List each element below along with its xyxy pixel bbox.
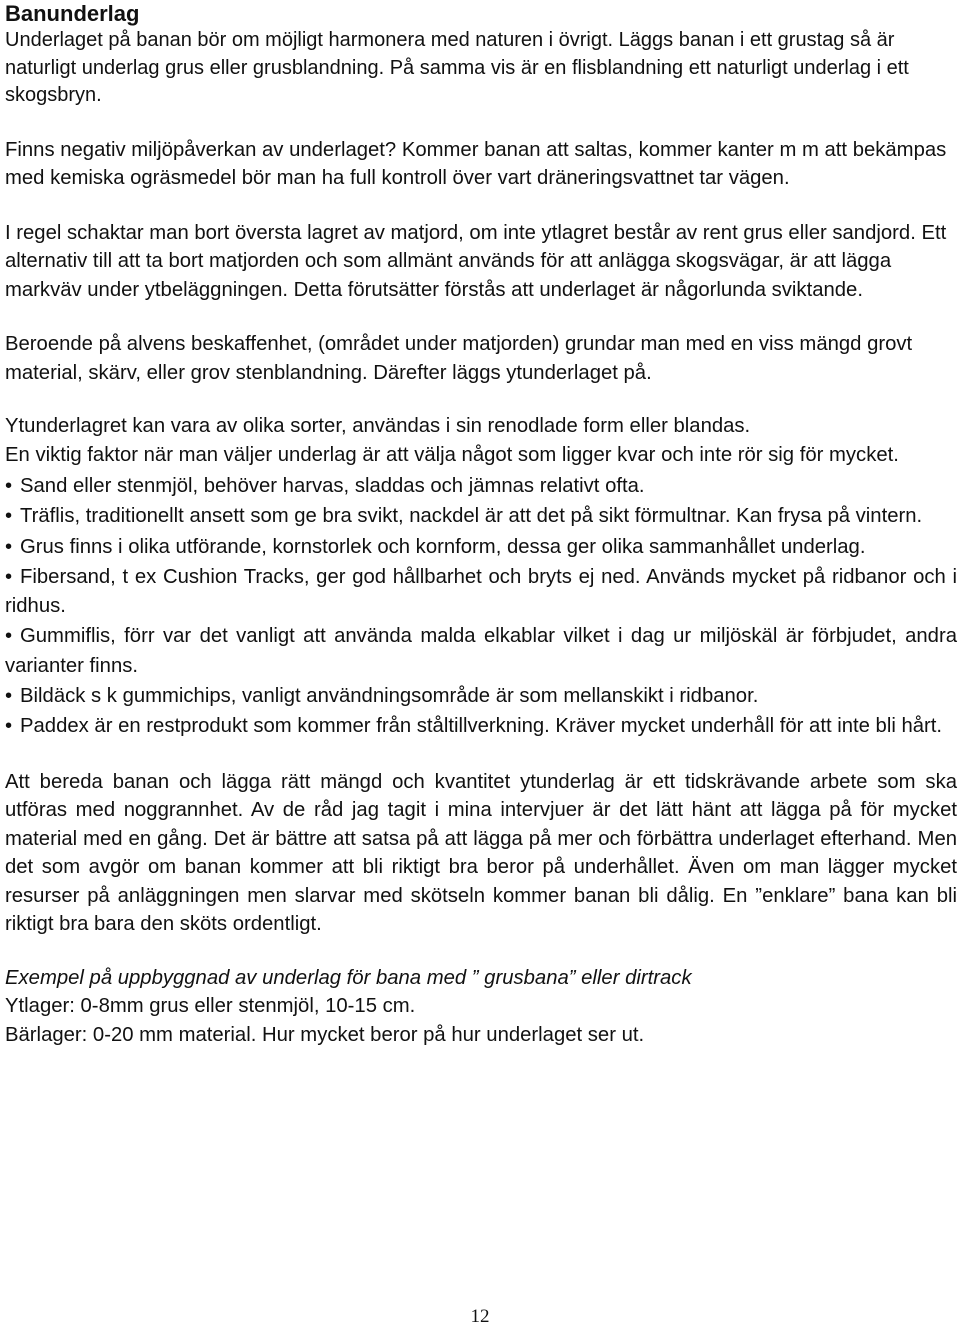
list-item bbox=[5, 622, 957, 681]
example-title: Exempel på uppbyggnad av underlag för bana med ” grusbana” eller dirtrack bbox=[5, 966, 692, 989]
example-block bbox=[5, 964, 957, 1050]
paragraph-ground-harmony: Underlaget på banan bör om möjligt harmonera med naturen i övrigt. Läggs banan i ett grustag så är naturligt underlag grus eller grusblandning. På samma vis är en flisblandning ett naturligt underlag i ett skogsbryn. bbox=[5, 29, 909, 106]
list-item bbox=[5, 563, 957, 622]
list-item-text: Gummiflis, förr var det vanligt att använda malda elkablar vilket i dag ur miljöskäl är förbjudet, andra varianter finns. bbox=[5, 625, 957, 677]
paragraph-topsoil-removal: I regel schaktar man bort översta lagret av matjord, om inte ytlagret består av rent grus eller sandjord. Ett alternativ till att ta bort matjorden och som allmänt används för att anlägga skogsvägar, är att lägga markväv under ytbeläggningen. Detta förutsätter förstås att underlaget är någorlunda sviktande. bbox=[5, 221, 947, 301]
surface-material-list bbox=[5, 472, 957, 742]
bullet-icon: • bbox=[5, 715, 13, 738]
list-item bbox=[5, 502, 957, 531]
page-number: 12 bbox=[470, 1306, 490, 1327]
example-base-layer: Bärlager: 0-20 mm material. Hur mycket beror på hur underlaget ser ut. bbox=[5, 1023, 645, 1046]
paragraph-important-factor: En viktig faktor när man väljer underlag är att välja något som ligger kvar och inte rör sig för mycket. bbox=[5, 443, 899, 466]
example-top-layer: Ytlager: 0-8mm grus eller stenmjöl, 10-15 cm. bbox=[5, 995, 416, 1018]
paragraph-surface-types: Ytunderlagret kan vara av olika sorter, användas i sin renodlade form eller blandas. bbox=[5, 415, 751, 437]
list-item-text: Bildäck s k gummichips, vanligt användningsområde är som mellanskikt i ridbanor. bbox=[20, 685, 759, 708]
list-item-text: Fibersand, t ex Cushion Tracks, ger god hållbarhet och bryts ej ned. Används mycket på ridbanor och i ridhus. bbox=[5, 565, 957, 618]
section-heading: Banunderlag bbox=[5, 1, 140, 26]
paragraph-subsoil: Beroende på alvens beskaffenhet, (området under matjorden) grundar man med en viss mängd grovt material, skärv, eller grov stenblandning. Därefter läggs ytunderlaget på. bbox=[5, 333, 913, 384]
list-item bbox=[5, 682, 957, 711]
bullet-icon: • bbox=[5, 505, 13, 528]
list-item-text: Sand eller stenmjöl, behöver harvas, sladdas och jämnas relativt ofta. bbox=[20, 475, 645, 497]
list-item bbox=[5, 472, 957, 501]
list-item bbox=[5, 533, 957, 562]
list-item-text: Grus finns i olika utförande, kornstorlek och kornform, dessa ger olika sammanhållet underlag. bbox=[20, 535, 866, 558]
document-page bbox=[5, 0, 957, 1049]
list-item-text: Paddex är en restprodukt som kommer från ståltillverkning. Kräver mycket underhåll för att inte bli hårt. bbox=[20, 715, 943, 738]
bullet-icon: • bbox=[5, 475, 13, 497]
bullet-icon: • bbox=[5, 535, 13, 558]
bullet-icon: • bbox=[5, 685, 13, 708]
paragraph-preparation: Att bereda banan och lägga rätt mängd och kvantitet ytunderlag är ett tidskrävande arbete som ska utföras med noggrannhet. Av de råd jag tagit i mina intervjuer är det lätt hänt att lägga på för mycket material med en gång. Det är bättre att satsa på att lägga på mer och förbättra underlaget efterhand. Men det som avgör om banan kommer att bli riktigt bra beror på underhållet. Även om man lägger mycket resurser på anläggningen men slarvar med skötseln kommer banan bli dålig. En ”enklare” bana kan bli riktigt bra bara den sköts ordentligt. bbox=[5, 770, 957, 936]
bullet-icon: • bbox=[5, 565, 13, 588]
list-item-text: Träflis, traditionellt ansett som ge bra svikt, nackdel är att det på sikt förmultnar. Kan frysa på vintern. bbox=[20, 505, 923, 528]
list-item bbox=[5, 712, 957, 741]
bullet-icon: • bbox=[5, 625, 13, 648]
paragraph-environmental-impact: Finns negativ miljöpåverkan av underlaget? Kommer banan att saltas, kommer kanter m m att bekämpas med kemiska ogräsmedel bör man ha full kontroll över vart dräneringsvattnet tar vägen. bbox=[5, 138, 947, 189]
